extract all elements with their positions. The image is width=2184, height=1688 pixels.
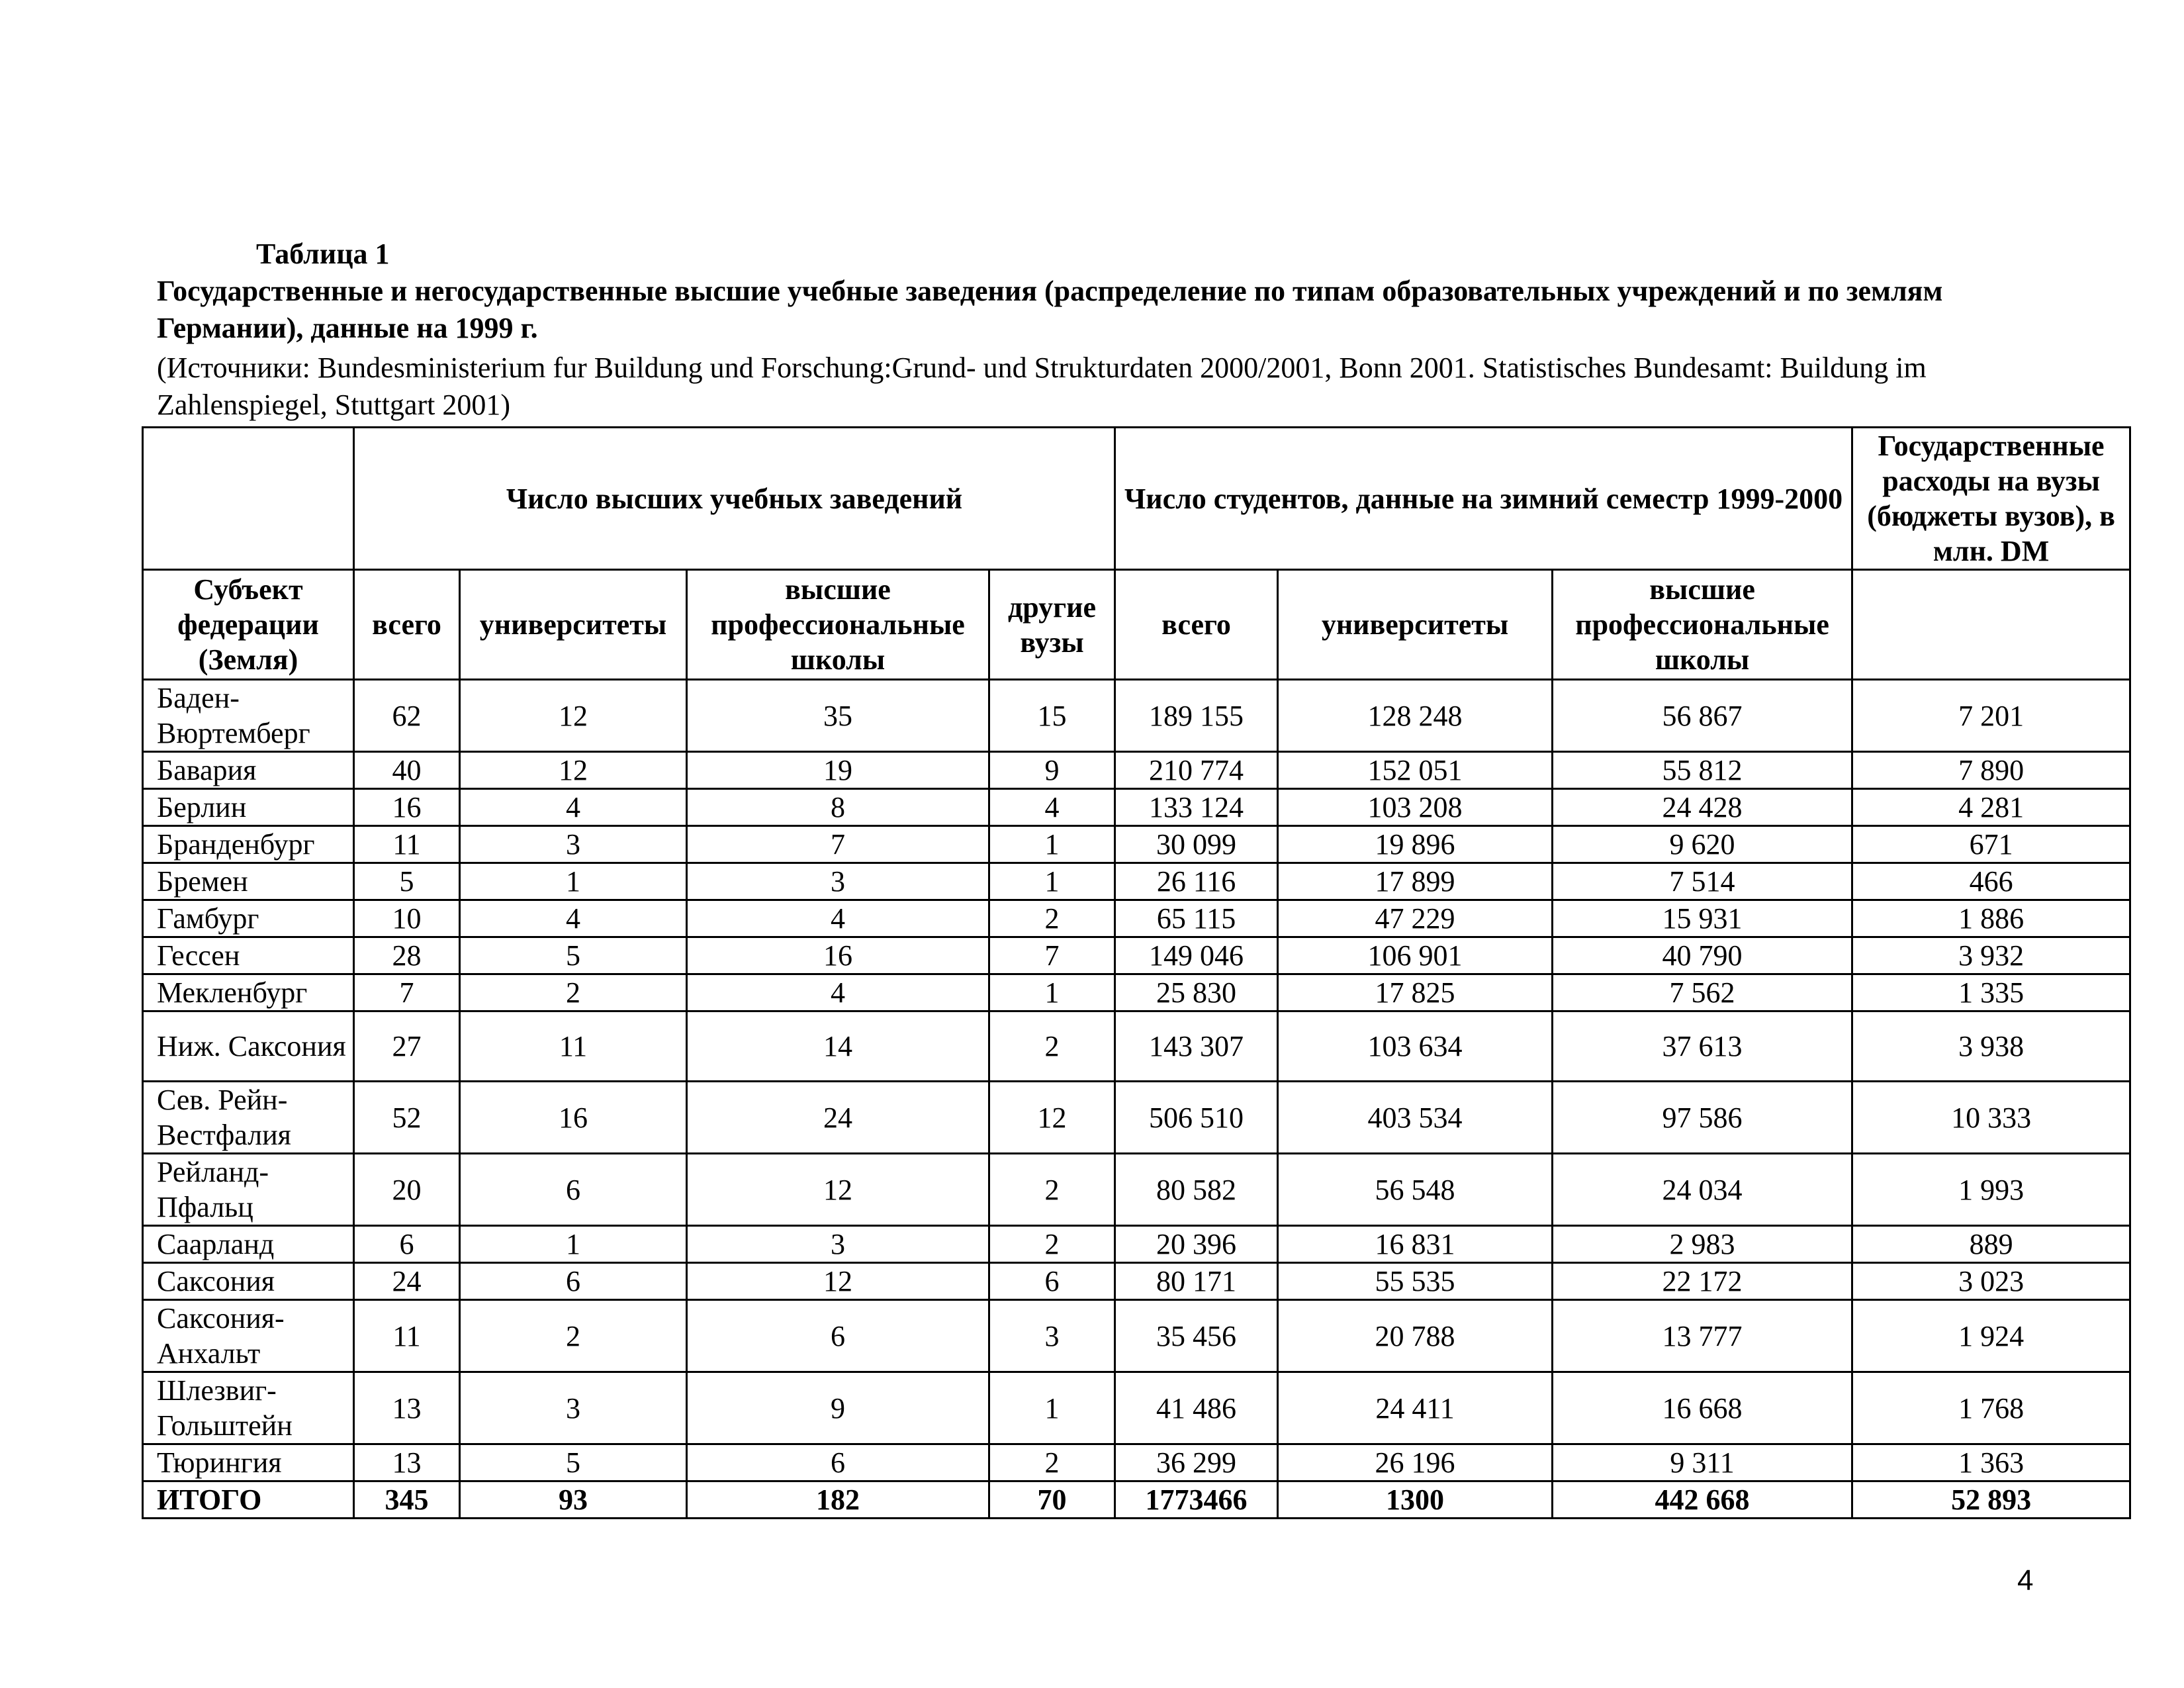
page-number: 4 — [2017, 1564, 2034, 1597]
cell-inst-total: 10 — [354, 900, 460, 937]
cell-inst-prof: 14 — [687, 1011, 989, 1082]
cell-inst-univ: 12 — [460, 680, 687, 752]
cell-inst-prof: 8 — [687, 789, 989, 826]
cell-inst-total: 52 — [354, 1082, 460, 1154]
cell-spending: 4 281 — [1852, 789, 2130, 826]
cell-inst-univ: 6 — [460, 1263, 687, 1300]
cell-inst-univ: 3 — [460, 1372, 687, 1444]
cell-spending: 1 768 — [1852, 1372, 2130, 1444]
cell-spending: 3 938 — [1852, 1011, 2130, 1082]
cell-inst-other: 1 — [989, 974, 1115, 1011]
cell-inst-univ: 12 — [460, 752, 687, 789]
cell-stud-prof: 9 620 — [1553, 826, 1852, 863]
col-header-spending-empty — [1852, 570, 2130, 680]
cell-inst-univ: 1 — [460, 1226, 687, 1263]
cell-inst-total: 40 — [354, 752, 460, 789]
cell-total-stud-total: 1773466 — [1115, 1481, 1278, 1519]
cell-inst-other: 2 — [989, 900, 1115, 937]
cell-spending: 1 335 — [1852, 974, 2130, 1011]
cell-stud-total: 65 115 — [1115, 900, 1278, 937]
cell-name: Гессен — [143, 937, 354, 974]
table-row — [143, 1082, 2130, 1154]
column-header-row — [143, 570, 2130, 680]
cell-stud-prof: 2 983 — [1553, 1226, 1852, 1263]
cell-inst-univ: 5 — [460, 937, 687, 974]
cell-total-spending: 52 893 — [1852, 1481, 2130, 1519]
cell-spending: 1 924 — [1852, 1300, 2130, 1372]
cell-inst-prof: 6 — [687, 1300, 989, 1372]
cell-stud-prof: 97 586 — [1553, 1082, 1852, 1154]
cell-spending: 10 333 — [1852, 1082, 2130, 1154]
cell-stud-univ: 20 788 — [1278, 1300, 1553, 1372]
cell-spending: 1 363 — [1852, 1444, 2130, 1481]
cell-spending: 7 890 — [1852, 752, 2130, 789]
cell-inst-total: 13 — [354, 1372, 460, 1444]
sources-note: (Источники: Bundesministerium fur Buildung und Forschung:Grund- und Strukturdaten 2000/2001, Bonn 2001. Statistisches Bundesamt: Buildung im Zahlenspiegel, Stuttgart 2001) — [157, 352, 1927, 421]
cell-stud-prof: 56 867 — [1553, 680, 1852, 752]
cell-inst-total: 7 — [354, 974, 460, 1011]
cell-total-stud-univ: 1300 — [1278, 1481, 1553, 1519]
cell-stud-total: 80 171 — [1115, 1263, 1278, 1300]
cell-name: Берлин — [143, 789, 354, 826]
cell-inst-prof: 35 — [687, 680, 989, 752]
cell-stud-univ: 17 825 — [1278, 974, 1553, 1011]
total-row — [143, 1481, 2130, 1519]
cell-inst-univ: 2 — [460, 1300, 687, 1372]
cell-inst-total: 6 — [354, 1226, 460, 1263]
cell-name: Гамбург — [143, 900, 354, 937]
cell-inst-total: 24 — [354, 1263, 460, 1300]
cell-total-label: ИТОГО — [143, 1481, 354, 1519]
cell-inst-total: 28 — [354, 937, 460, 974]
cell-name: Бремен — [143, 863, 354, 900]
cell-stud-prof: 37 613 — [1553, 1011, 1852, 1082]
cell-stud-prof: 22 172 — [1553, 1263, 1852, 1300]
cell-stud-total: 35 456 — [1115, 1300, 1278, 1372]
cell-inst-total: 16 — [354, 789, 460, 826]
cell-stud-univ: 56 548 — [1278, 1154, 1553, 1226]
cell-name: Бавария — [143, 752, 354, 789]
cell-total-stud-prof: 442 668 — [1553, 1481, 1852, 1519]
cell-inst-prof: 12 — [687, 1263, 989, 1300]
group-header-spending: Государственные расходы на вузы (бюджеты вузов), в млн. DM — [1852, 428, 2130, 570]
cell-inst-other: 2 — [989, 1444, 1115, 1481]
cell-stud-univ: 17 899 — [1278, 863, 1553, 900]
cell-inst-other: 12 — [989, 1082, 1115, 1154]
cell-stud-total: 143 307 — [1115, 1011, 1278, 1082]
cell-inst-univ: 2 — [460, 974, 687, 1011]
cell-stud-univ: 26 196 — [1278, 1444, 1553, 1481]
table-row — [143, 937, 2130, 974]
cell-inst-other: 6 — [989, 1263, 1115, 1300]
cell-name: Саксония — [143, 1263, 354, 1300]
col-header-stud-total: всего — [1115, 570, 1278, 680]
cell-name: Тюрингия — [143, 1444, 354, 1481]
cell-inst-prof: 3 — [687, 1226, 989, 1263]
col-header-inst-total: всего — [354, 570, 460, 680]
table-row — [143, 1226, 2130, 1263]
cell-stud-total: 30 099 — [1115, 826, 1278, 863]
cell-inst-other: 2 — [989, 1154, 1115, 1226]
cell-stud-univ: 152 051 — [1278, 752, 1553, 789]
cell-stud-prof: 7 562 — [1553, 974, 1852, 1011]
cell-inst-other: 1 — [989, 826, 1115, 863]
cell-inst-other: 4 — [989, 789, 1115, 826]
cell-inst-univ: 5 — [460, 1444, 687, 1481]
cell-stud-prof: 7 514 — [1553, 863, 1852, 900]
cell-spending: 466 — [1852, 863, 2130, 900]
cell-inst-prof: 19 — [687, 752, 989, 789]
table-row — [143, 900, 2130, 937]
cell-stud-prof: 24 428 — [1553, 789, 1852, 826]
cell-name: Сев. Рейн-Вестфалия — [143, 1082, 354, 1154]
cell-name: Саарланд — [143, 1226, 354, 1263]
cell-stud-total: 20 396 — [1115, 1226, 1278, 1263]
cell-name: Бранденбург — [143, 826, 354, 863]
cell-total-inst-total: 345 — [354, 1481, 460, 1519]
cell-inst-other: 7 — [989, 937, 1115, 974]
cell-spending: 1 886 — [1852, 900, 2130, 937]
cell-stud-prof: 9 311 — [1553, 1444, 1852, 1481]
table-row — [143, 752, 2130, 789]
cell-inst-prof: 16 — [687, 937, 989, 974]
cell-name: Мекленбург — [143, 974, 354, 1011]
cell-spending: 671 — [1852, 826, 2130, 863]
cell-stud-total: 210 774 — [1115, 752, 1278, 789]
table-row — [143, 1011, 2130, 1082]
cell-stud-univ: 103 208 — [1278, 789, 1553, 826]
cell-inst-other: 9 — [989, 752, 1115, 789]
cell-stud-univ: 24 411 — [1278, 1372, 1553, 1444]
cell-stud-univ: 128 248 — [1278, 680, 1553, 752]
cell-spending: 3 932 — [1852, 937, 2130, 974]
group-header-students: Число студентов, данные на зимний семестр 1999-2000 — [1115, 428, 1852, 570]
cell-inst-prof: 12 — [687, 1154, 989, 1226]
data-table — [142, 426, 2131, 1519]
cell-stud-univ: 103 634 — [1278, 1011, 1553, 1082]
col-header-inst-higher-prof: высшие профессиональные школы — [687, 570, 989, 680]
table-title: Государственные и негосударственные высшие учебные заведения (распределение по типам образовательных учреждений и по землям Германии), данные на 1999 г. — [157, 275, 1943, 344]
table-row — [143, 1263, 2130, 1300]
cell-inst-total: 11 — [354, 1300, 460, 1372]
cell-stud-univ: 106 901 — [1278, 937, 1553, 974]
table-row — [143, 1154, 2130, 1226]
cell-inst-univ: 6 — [460, 1154, 687, 1226]
cell-stud-total: 41 486 — [1115, 1372, 1278, 1444]
table-row — [143, 1300, 2130, 1372]
table-row — [143, 863, 2130, 900]
cell-inst-prof: 4 — [687, 900, 989, 937]
cell-inst-total: 20 — [354, 1154, 460, 1226]
cell-stud-univ: 16 831 — [1278, 1226, 1553, 1263]
cell-stud-total: 36 299 — [1115, 1444, 1278, 1481]
table-row — [143, 1372, 2130, 1444]
cell-spending: 7 201 — [1852, 680, 2130, 752]
cell-total-inst-prof: 182 — [687, 1481, 989, 1519]
cell-inst-other: 1 — [989, 1372, 1115, 1444]
cell-spending: 889 — [1852, 1226, 2130, 1263]
cell-stud-total: 80 582 — [1115, 1154, 1278, 1226]
corner-cell — [143, 428, 354, 570]
cell-name: Баден-Вюртемберг — [143, 680, 354, 752]
cell-spending: 1 993 — [1852, 1154, 2130, 1226]
cell-stud-total: 133 124 — [1115, 789, 1278, 826]
cell-stud-prof: 15 931 — [1553, 900, 1852, 937]
cell-inst-prof: 9 — [687, 1372, 989, 1444]
cell-inst-prof: 3 — [687, 863, 989, 900]
cell-stud-prof: 55 812 — [1553, 752, 1852, 789]
cell-inst-univ: 3 — [460, 826, 687, 863]
col-header-stud-universities: университеты — [1278, 570, 1553, 680]
table-row — [143, 974, 2130, 1011]
cell-name: Ниж. Саксония — [143, 1011, 354, 1082]
cell-inst-univ: 16 — [460, 1082, 687, 1154]
cell-total-inst-univ: 93 — [460, 1481, 687, 1519]
cell-inst-prof: 6 — [687, 1444, 989, 1481]
cell-name: Рейланд-Пфальц — [143, 1154, 354, 1226]
cell-inst-other: 1 — [989, 863, 1115, 900]
col-header-inst-other: другие вузы — [989, 570, 1115, 680]
table-row — [143, 1444, 2130, 1481]
cell-inst-univ: 4 — [460, 900, 687, 937]
cell-stud-total: 189 155 — [1115, 680, 1278, 752]
cell-name: Саксония-Анхальт — [143, 1300, 354, 1372]
table-label: Таблица 1 — [256, 238, 390, 270]
cell-inst-other: 2 — [989, 1011, 1115, 1082]
cell-inst-prof: 4 — [687, 974, 989, 1011]
cell-inst-other: 2 — [989, 1226, 1115, 1263]
cell-inst-prof: 7 — [687, 826, 989, 863]
group-header-row — [143, 428, 2130, 570]
cell-stud-prof: 13 777 — [1553, 1300, 1852, 1372]
cell-stud-total: 506 510 — [1115, 1082, 1278, 1154]
cell-stud-univ: 19 896 — [1278, 826, 1553, 863]
cell-stud-univ: 403 534 — [1278, 1082, 1553, 1154]
table-row — [143, 826, 2130, 863]
cell-stud-total: 25 830 — [1115, 974, 1278, 1011]
cell-spending: 3 023 — [1852, 1263, 2130, 1300]
col-header-subject: Субъект федерации (Земля) — [143, 570, 354, 680]
cell-inst-univ: 11 — [460, 1011, 687, 1082]
table-row — [143, 680, 2130, 752]
cell-inst-univ: 1 — [460, 863, 687, 900]
cell-inst-prof: 24 — [687, 1082, 989, 1154]
cell-inst-other: 3 — [989, 1300, 1115, 1372]
cell-name: Шлезвиг-Гольштейн — [143, 1372, 354, 1444]
table-row — [143, 789, 2130, 826]
cell-stud-univ: 55 535 — [1278, 1263, 1553, 1300]
cell-inst-univ: 4 — [460, 789, 687, 826]
col-header-stud-higher-prof: высшие профессиональные школы — [1553, 570, 1852, 680]
cell-total-inst-other: 70 — [989, 1481, 1115, 1519]
cell-stud-prof: 16 668 — [1553, 1372, 1852, 1444]
cell-inst-other: 15 — [989, 680, 1115, 752]
group-header-institutions: Число высших учебных заведений — [354, 428, 1115, 570]
cell-inst-total: 5 — [354, 863, 460, 900]
cell-stud-univ: 47 229 — [1278, 900, 1553, 937]
cell-inst-total: 13 — [354, 1444, 460, 1481]
cell-stud-total: 26 116 — [1115, 863, 1278, 900]
col-header-inst-universities: университеты — [460, 570, 687, 680]
cell-inst-total: 62 — [354, 680, 460, 752]
cell-stud-prof: 40 790 — [1553, 937, 1852, 974]
cell-inst-total: 11 — [354, 826, 460, 863]
cell-inst-total: 27 — [354, 1011, 460, 1082]
cell-stud-prof: 24 034 — [1553, 1154, 1852, 1226]
cell-stud-total: 149 046 — [1115, 937, 1278, 974]
